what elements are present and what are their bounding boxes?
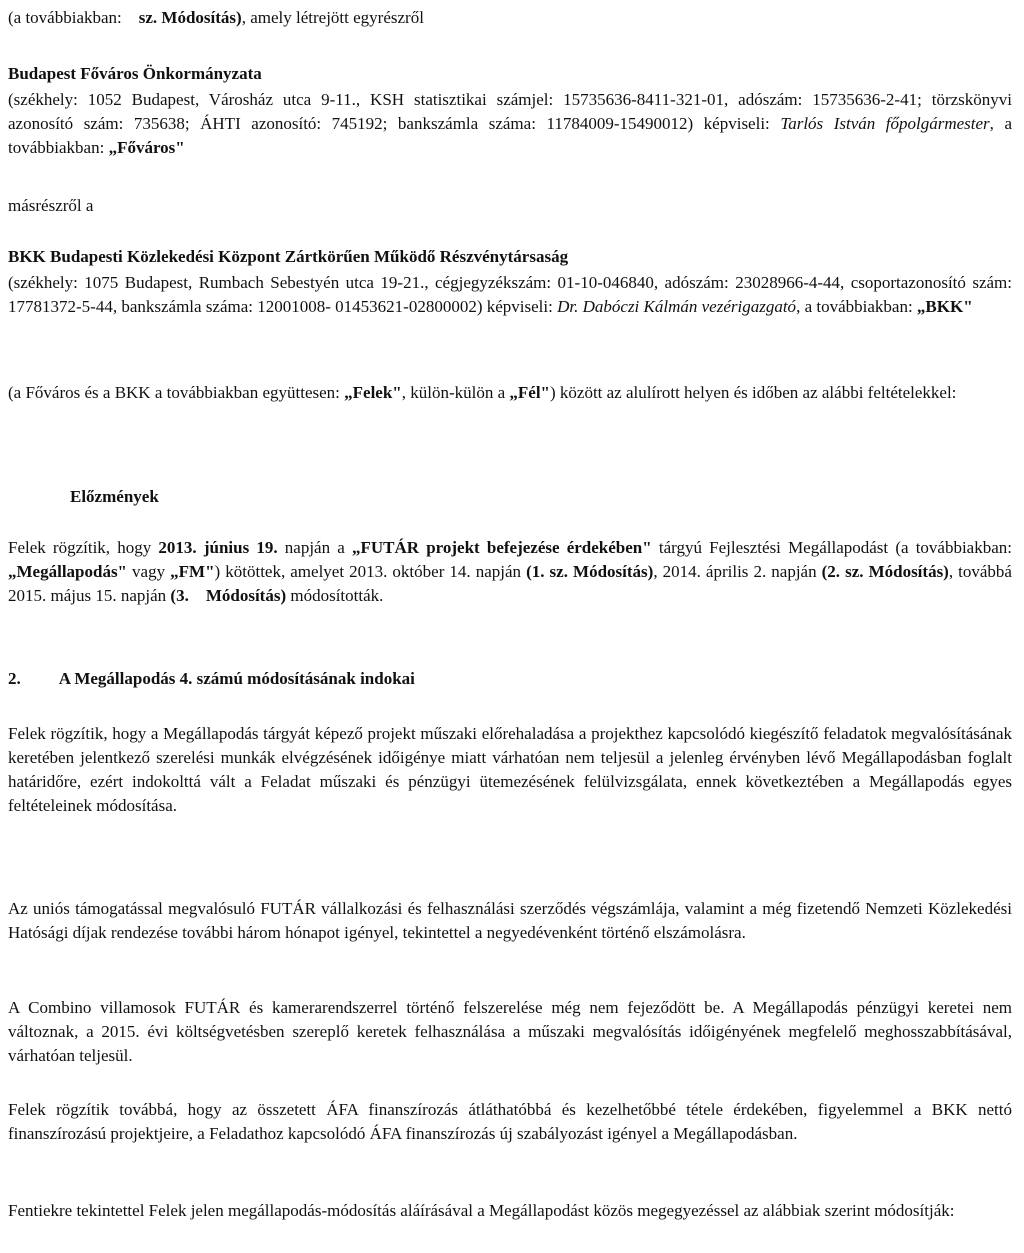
fel-term: „Fél" bbox=[509, 383, 550, 402]
party1-details bbox=[8, 88, 1012, 160]
s1-g: , továbbá 2015. május 15. napján bbox=[8, 562, 1012, 605]
party1-name: Budapest Főváros Önkormányzata bbox=[8, 64, 262, 83]
party1-representative: Tarlós István főpolgármester bbox=[780, 114, 990, 133]
section1-title: Előzmények bbox=[70, 487, 159, 506]
other-party-intro: másrészről a bbox=[8, 196, 94, 215]
intro-text: (a továbbiakban: bbox=[8, 8, 127, 27]
s1-e: ) kötöttek, amelyet 2013. október 14. napján bbox=[214, 562, 527, 581]
s1-mod1: (1. sz. Módosítás) bbox=[526, 562, 654, 581]
intro-modification-ref: sz. Módosítás) bbox=[138, 8, 242, 27]
party2-tail: , a továbbiakban: bbox=[796, 297, 917, 316]
s1-date: 2013. június 19. bbox=[158, 538, 278, 557]
party2-details bbox=[8, 271, 1012, 319]
s1-fm: „FM" bbox=[170, 562, 215, 581]
felek-term: „Felek" bbox=[344, 383, 402, 402]
party2-name: BKK Budapesti Közlekedési Központ Zártkörűen Működő Részvénytársaság bbox=[8, 247, 569, 266]
section2-heading bbox=[8, 667, 415, 691]
parties-text-c: ) között az alulírott helyen és időben az alábbi feltételekkel: bbox=[549, 383, 957, 402]
parties-text-b: , külön-külön a bbox=[401, 383, 510, 402]
intro-rest: , amely létrejött egyrészről bbox=[241, 8, 424, 27]
s1-f: , 2014. április 2. napján bbox=[653, 562, 822, 581]
s1-project: „FUTÁR projekt befejezése érdekében" bbox=[351, 538, 652, 557]
paragraph-4: Felek rögzítik továbbá, hogy az összetett ÁFA finanszírozás átláthatóbbá és kezelhetőbbé tétele érdekében, figyelemmel a BKK nettó finanszírozású projektjeire, a Feladathoz kapcsolódó ÁFA finanszírozás új szabályozást igényel a Megállapodásban. bbox=[8, 1100, 1012, 1143]
section2-title: A Megállapodás 4. számú módosításának indokai bbox=[58, 669, 415, 688]
parties-joint-definition bbox=[8, 381, 1012, 405]
s1-a: Felek rögzítik, hogy bbox=[8, 538, 159, 557]
section1-text bbox=[8, 536, 1012, 608]
s1-c: tárgyú Fejlesztési Megállapodást (a továbbiakban: bbox=[651, 538, 1012, 557]
paragraph-1: Felek rögzítik, hogy a Megállapodás tárgyát képező projekt műszaki előrehaladása a projekthez kapcsolódó kiegészítő feladatok megvalósításának keretében jelentkező szerelési munkák elvégzésének időigénye miatt várhatóan nem teljesül a jelenleg érvényben lévő Megállapodásban foglalt határidőre, ezért indokolttá vált a Feladat műszaki és pénzügyi ütemezésének felülvizsgálata, ennek következtében a Megállapodás egyes feltételeinek módosítása. bbox=[8, 724, 1012, 815]
s1-mod3: (3. Módosítás) bbox=[170, 586, 287, 605]
s1-megallapodas: „Megállapodás" bbox=[8, 562, 127, 581]
s1-b: napján a bbox=[277, 538, 352, 557]
intro-line bbox=[8, 6, 1012, 30]
section2-number: 2. bbox=[8, 669, 21, 688]
paragraph-3: A Combino villamosok FUTÁR és kamerarendszerrel történő felszerelése még nem fejeződött be. A Megállapodás pénzügyi keretei nem változnak, a 2015. évi költségvetésben szereplő keretek felhasználása a műszaki megvalósítás időigényének megfelelő meghosszabbításával, várhatóan teljesül. bbox=[8, 998, 1012, 1065]
paragraph-2: Az uniós támogatással megvalósuló FUTÁR vállalkozási és felhasználási szerződés végszámlája, valamint a még fizetendő Nemzeti Közlekedési Hatósági díjak rendezése további három hónapot igényel, tekintettel a negyedévenként történő elszámolásra. bbox=[8, 899, 1012, 942]
intro-gap bbox=[126, 8, 139, 27]
party1-alias: „Főváros" bbox=[108, 138, 185, 157]
party2-representative: Dr. Dabóczi Kálmán vezérigazgató bbox=[557, 297, 797, 316]
s1-mod2: (2. sz. Módosítás) bbox=[821, 562, 949, 581]
party1-tail: , a továbbiakban: bbox=[8, 114, 1013, 157]
parties-text-a: (a Főváros és a BKK a továbbiakban együttesen: bbox=[8, 383, 345, 402]
party2-alias: „BKK" bbox=[916, 297, 973, 316]
s1-h: módosították. bbox=[286, 586, 384, 605]
paragraph-5: Fentiekre tekintettel Felek jelen megállapodás-módosítás aláírásával a Megállapodást közös megegyezéssel az alábbiak szerint módosítják: bbox=[8, 1201, 955, 1220]
party1-details-text: (székhely: 1052 Budapest, Városház utca 9-11., KSH statisztikai számjel: 15735636-8411-321-01, adószám: 15735636-2-41; törzskönyvi azonosító szám: 735638; ÁHTI azonosító: 745192; bankszámla száma: 11784009-15490012) képviseli: bbox=[8, 90, 1012, 133]
s1-d: vagy bbox=[127, 562, 171, 581]
party2-details-text: (székhely: 1075 Budapest, Rumbach Sebestyén utca 19-21., cégjegyzékszám: 01-10-046840, adószám: 23028966-4-44, csoportazonosító szám: 17781372-5-44, bankszámla száma: 12001008- 01453621-02800002) képviseli: bbox=[8, 273, 1012, 316]
